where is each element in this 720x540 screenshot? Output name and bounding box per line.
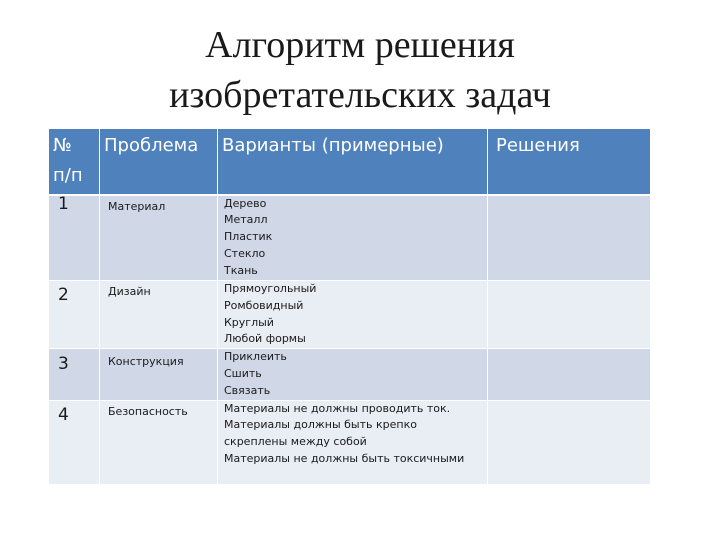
table-row xyxy=(49,400,651,484)
variant-item: Дерево xyxy=(224,196,267,210)
variant-item: Круглый xyxy=(224,315,274,329)
table-row xyxy=(49,349,651,400)
table-row xyxy=(49,195,651,281)
row-problem: Дизайн xyxy=(100,281,218,349)
table-row xyxy=(49,281,651,349)
row-solution xyxy=(488,281,651,349)
row-variants xyxy=(218,400,488,484)
header-number-line-1: № xyxy=(53,135,72,156)
variant-item: Любой формы xyxy=(224,332,306,346)
row-problem: Материал xyxy=(100,195,218,281)
row-number: 1 xyxy=(49,195,100,281)
header-problem: Проблема xyxy=(100,129,218,195)
variant-item: скреплены между собой xyxy=(224,435,367,449)
row-solution xyxy=(488,195,651,281)
variant-item: Связать xyxy=(224,383,271,397)
row-solution xyxy=(488,400,651,484)
table-header-row xyxy=(49,129,651,195)
header-number xyxy=(49,129,100,195)
row-solution xyxy=(488,349,651,400)
slide-title-line-1: Алгоритм решения xyxy=(205,24,515,66)
header-solutions: Решения xyxy=(488,129,651,195)
row-problem: Безопасность xyxy=(100,400,218,484)
variant-item: Сшить xyxy=(224,366,262,380)
algorithm-table xyxy=(48,128,651,485)
variant-item: Прямоугольный xyxy=(224,282,317,295)
row-variants xyxy=(218,281,488,349)
row-number: 3 xyxy=(49,349,100,400)
row-variants xyxy=(218,195,488,281)
header-number-line-2: п/п xyxy=(53,165,83,186)
variant-item: Стекло xyxy=(224,246,266,260)
row-variants xyxy=(218,349,488,400)
variant-item: Ткань xyxy=(224,263,258,277)
slide-title xyxy=(110,20,610,120)
row-number: 4 xyxy=(49,400,100,484)
row-number: 2 xyxy=(49,281,100,349)
variant-item: Металл xyxy=(224,213,268,227)
variant-item: Приклеить xyxy=(224,350,287,364)
variant-item: Материалы должны быть крепко xyxy=(224,418,417,432)
variant-item: Пластик xyxy=(224,230,273,244)
row-problem: Конструкция xyxy=(100,349,218,400)
variant-item: Ромбовидный xyxy=(224,298,304,312)
variant-item: Материалы не должны быть токсичными xyxy=(224,451,465,465)
slide-title-line-2: изобретательских задач xyxy=(169,74,551,116)
header-variants: Варианты (примерные) xyxy=(218,129,488,195)
variant-item: Материалы не должны проводить ток. xyxy=(224,401,451,415)
